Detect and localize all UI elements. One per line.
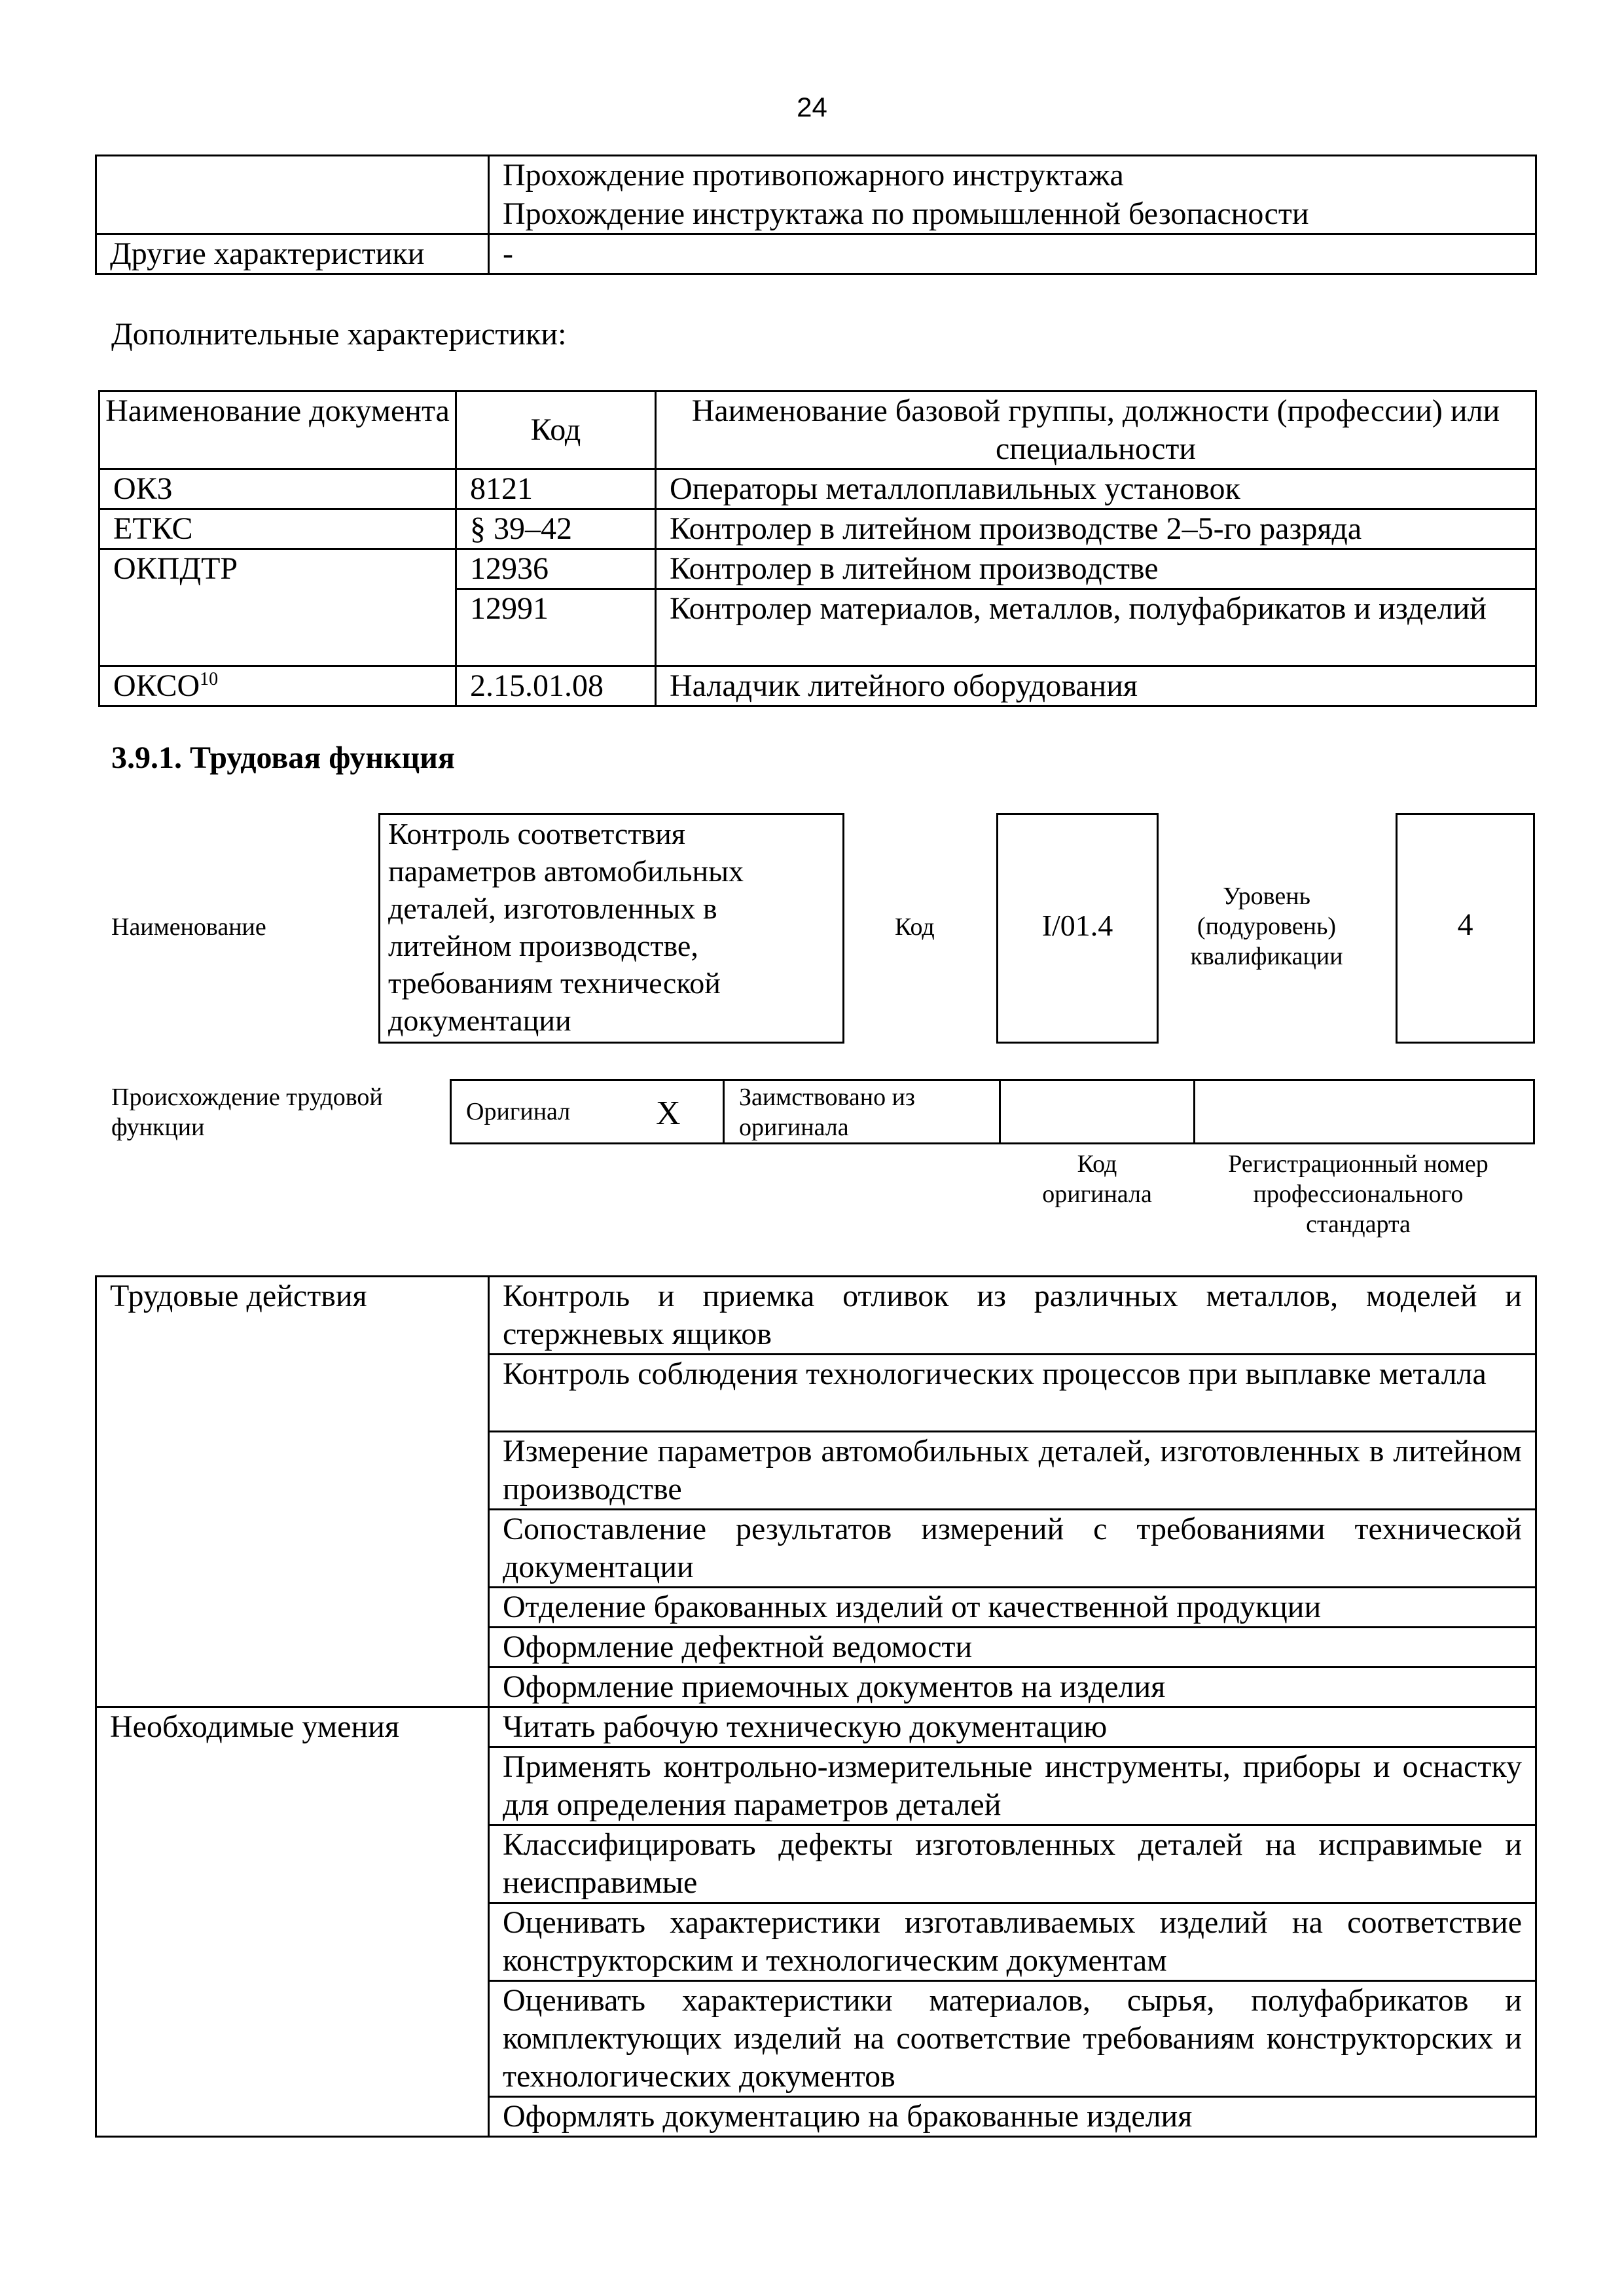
- page-number: 24: [797, 92, 827, 122]
- okso-label: ОКСО: [113, 668, 200, 703]
- action-item: Измерение параметров автомобильных деталей, изготовленных в литейном производстве: [489, 1432, 1536, 1510]
- origin-code-cell: [999, 1079, 1195, 1144]
- original-label: Оригинал: [466, 1098, 571, 1125]
- skill-item: Применять контрольно-измерительные инструменты, приборы и оснастку для определения параметров деталей: [489, 1747, 1536, 1825]
- action-item: Контроль и приемка отливок из различных металлов, моделей и стержневых ящиков: [489, 1277, 1536, 1355]
- skill-item: Оформлять документацию на бракованные изделия: [489, 2097, 1536, 2137]
- code-value: I/01.4: [1041, 909, 1113, 942]
- origin-borrowed-cell: [723, 1079, 1001, 1144]
- row-code: 12991: [456, 589, 656, 666]
- code-caption: Код оригинала: [1042, 1150, 1152, 1208]
- function-name-box: [378, 813, 844, 1044]
- row-doc: [99, 666, 456, 706]
- additional-table: [98, 390, 1537, 707]
- name-label: Наименование: [111, 913, 266, 941]
- top-table-value: -: [489, 234, 1536, 274]
- actions-label: Трудовые действия: [96, 1277, 489, 1707]
- header-doc: Наименование документа: [99, 392, 456, 469]
- skill-item: Оценивать характеристики изготавливаемых изделий на соответствие конструкторским и технологическим документам: [489, 1903, 1536, 1981]
- row-code: 2.15.01.08: [456, 666, 656, 706]
- borrowed-label: Заимствовано из оригинала: [739, 1084, 915, 1141]
- additional-title: Дополнительные характеристики:: [111, 317, 567, 352]
- row-code: 8121: [456, 469, 656, 509]
- header-code: Код: [456, 392, 656, 469]
- function-name: Контроль соответствия параметров автомобильных деталей, изготовленных в литейном производстве, требованиям технической документации: [388, 817, 744, 1037]
- row-name: Контролер в литейном производстве: [656, 549, 1536, 589]
- level-box: [1396, 813, 1535, 1044]
- section-title: 3.9.1. Трудовая функция: [111, 740, 455, 775]
- row-doc: ОКЗ: [99, 469, 456, 509]
- actions-table: [95, 1275, 1537, 2138]
- row-name: Контролер в литейном производстве 2–5-го разряда: [656, 509, 1536, 549]
- original-mark: X: [656, 1095, 681, 1132]
- action-item: Контроль соблюдения технологических процессов при выплавке металла: [489, 1355, 1536, 1432]
- top-table-value: Прохождение инструктажа по промышленной безопасности: [489, 195, 1536, 234]
- level-label: Уровень (подуровень) квалификации: [1190, 883, 1343, 970]
- top-table-label: Другие характеристики: [96, 234, 489, 274]
- top-table: [95, 155, 1537, 275]
- action-item: Сопоставление результатов измерений с требованиями технической документации: [489, 1510, 1536, 1588]
- row-doc: ЕТКС: [99, 509, 456, 549]
- skill-item: Оценивать характеристики материалов, сырья, полуфабрикатов и комплектующих изделий на соответствие требованиям конструкторских и технологических документов: [489, 1981, 1536, 2097]
- header-name: Наименование базовой группы, должности (профессии) или специальности: [656, 392, 1536, 469]
- origin-reg-cell: [1193, 1079, 1535, 1144]
- skill-item: Читать рабочую техническую документацию: [489, 1707, 1536, 1747]
- code-label: Код: [895, 913, 935, 941]
- row-code: 12936: [456, 549, 656, 589]
- row-name: Контролер материалов, металлов, полуфабрикатов и изделий: [656, 589, 1536, 666]
- skill-item: Классифицировать дефекты изготовленных деталей на исправимые и неисправимые: [489, 1825, 1536, 1903]
- action-item: Оформление дефектной ведомости: [489, 1628, 1536, 1667]
- row-name: Операторы металлоплавильных установок: [656, 469, 1536, 509]
- skills-label: Необходимые умения: [96, 1707, 489, 2137]
- level-value: 4: [1457, 907, 1473, 942]
- origin-label: Происхождение трудовой функции: [111, 1084, 383, 1141]
- origin-original-cell: [450, 1079, 725, 1144]
- code-box: [996, 813, 1159, 1044]
- footnote-ref: 10: [200, 669, 219, 689]
- top-table-value: Прохождение противопожарного инструктажа: [489, 156, 1536, 195]
- top-table-blank-cell: [96, 156, 489, 234]
- action-item: Оформление приемочных документов на изделия: [489, 1667, 1536, 1707]
- row-name: Наладчик литейного оборудования: [656, 666, 1536, 706]
- reg-caption: Регистрационный номер профессионального стандарта: [1228, 1150, 1489, 1238]
- action-item: Отделение бракованных изделий от качественной продукции: [489, 1588, 1536, 1628]
- row-doc: ОКПДТР: [99, 549, 456, 666]
- row-code: § 39–42: [456, 509, 656, 549]
